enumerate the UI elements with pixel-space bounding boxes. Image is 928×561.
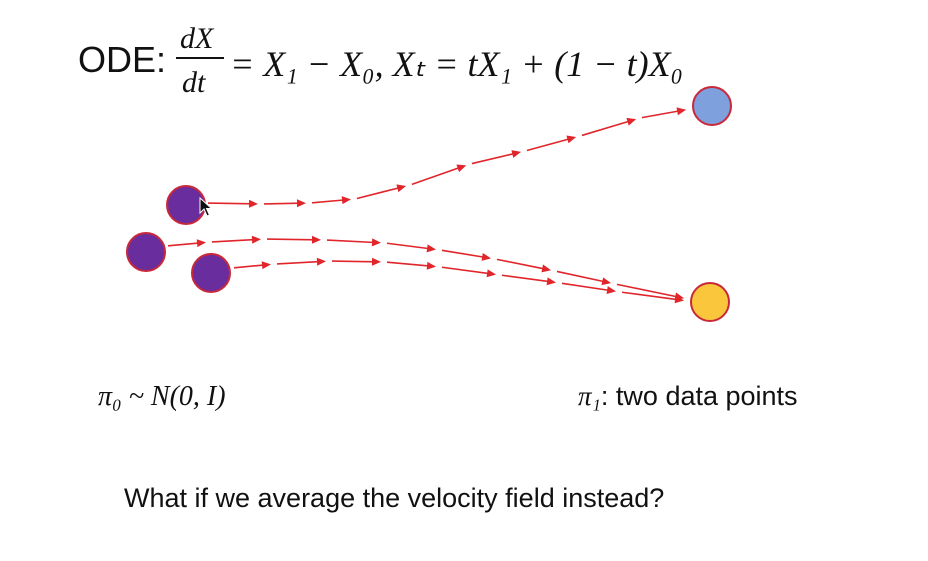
- ode-prefix: ODE:: [78, 39, 167, 80]
- target-distribution-label: [578, 381, 798, 412]
- arrowhead-icon: [252, 236, 261, 244]
- trajectory-segment: [168, 243, 200, 246]
- arrowhead-icon: [601, 277, 611, 285]
- ode-fraction-numerator: dX: [180, 22, 214, 55]
- arrowhead-icon: [197, 239, 206, 247]
- arrowhead-icon: [626, 118, 636, 126]
- trajectory-segment: [502, 275, 550, 281]
- trajectory-bottom-to-yellow: [234, 258, 684, 304]
- arrowhead-icon: [482, 253, 492, 261]
- trajectory-top-to-blue: [208, 107, 686, 207]
- target-point-yellow[interactable]: [691, 283, 729, 321]
- source-point-top[interactable]: [167, 186, 205, 224]
- arrowhead-icon: [396, 184, 406, 192]
- arrowhead-icon: [342, 196, 351, 204]
- arrowhead-icon: [566, 136, 576, 144]
- trajectory-segment: [234, 265, 265, 268]
- ode-fraction-denominator: dt: [182, 66, 206, 99]
- arrowhead-icon: [427, 262, 436, 270]
- arrowhead-icon: [607, 286, 616, 294]
- trajectory-segment: [212, 240, 255, 242]
- trajectory-segment: [442, 267, 490, 273]
- trajectory-segment: [527, 139, 570, 151]
- arrowhead-icon: [511, 150, 521, 158]
- trajectory-segment: [208, 203, 252, 204]
- trajectory-segment: [557, 271, 605, 281]
- trajectory-segment: [412, 167, 461, 184]
- arrowhead-icon: [372, 258, 381, 266]
- arrowhead-icon: [249, 200, 258, 208]
- target-point-blue[interactable]: [693, 87, 731, 125]
- trajectory-segment: [387, 243, 430, 248]
- arrowhead-icon: [317, 258, 326, 266]
- arrowhead-icon: [547, 277, 556, 285]
- arrowhead-icon: [676, 107, 686, 115]
- trajectory-segment: [642, 111, 680, 118]
- target-pi-symbol: π₁: [578, 381, 601, 411]
- arrowhead-icon: [297, 199, 306, 207]
- trajectory-segment: [267, 239, 315, 240]
- source-point-left[interactable]: [127, 233, 165, 271]
- arrowhead-icon: [262, 261, 271, 269]
- source-distribution-label: π₀ ~ N(0, I): [98, 381, 226, 412]
- arrowhead-icon: [541, 265, 551, 273]
- arrowhead-icon: [312, 236, 321, 244]
- trajectory-segment: [332, 261, 375, 262]
- arrowhead-icon: [427, 244, 436, 252]
- arrowhead-icon: [456, 165, 466, 173]
- source-point-bottom[interactable]: [192, 254, 230, 292]
- arrowhead-icon: [487, 269, 496, 277]
- target-label-text: : two data points: [600, 381, 798, 411]
- trajectory-segment: [357, 187, 400, 198]
- trajectory-segment: [264, 203, 300, 204]
- arrowhead-icon: [372, 238, 381, 246]
- trajectory-segment: [277, 262, 320, 264]
- trajectory-segment: [442, 250, 485, 257]
- trajectory-segment: [497, 259, 545, 269]
- question-text: What if we average the velocity field instead?: [124, 483, 665, 513]
- ode-rhs: = X₁ − X₀, Xₜ = tX₁ + (1 − t)X₀: [230, 44, 684, 84]
- trajectory-segment: [327, 240, 375, 242]
- trajectory-segment: [582, 121, 631, 136]
- trajectory-segment: [387, 262, 430, 266]
- trajectory-segment: [472, 153, 515, 163]
- ode-equation: [78, 22, 683, 99]
- trajectory-segment: [312, 200, 345, 203]
- trajectory-group: [168, 107, 686, 303]
